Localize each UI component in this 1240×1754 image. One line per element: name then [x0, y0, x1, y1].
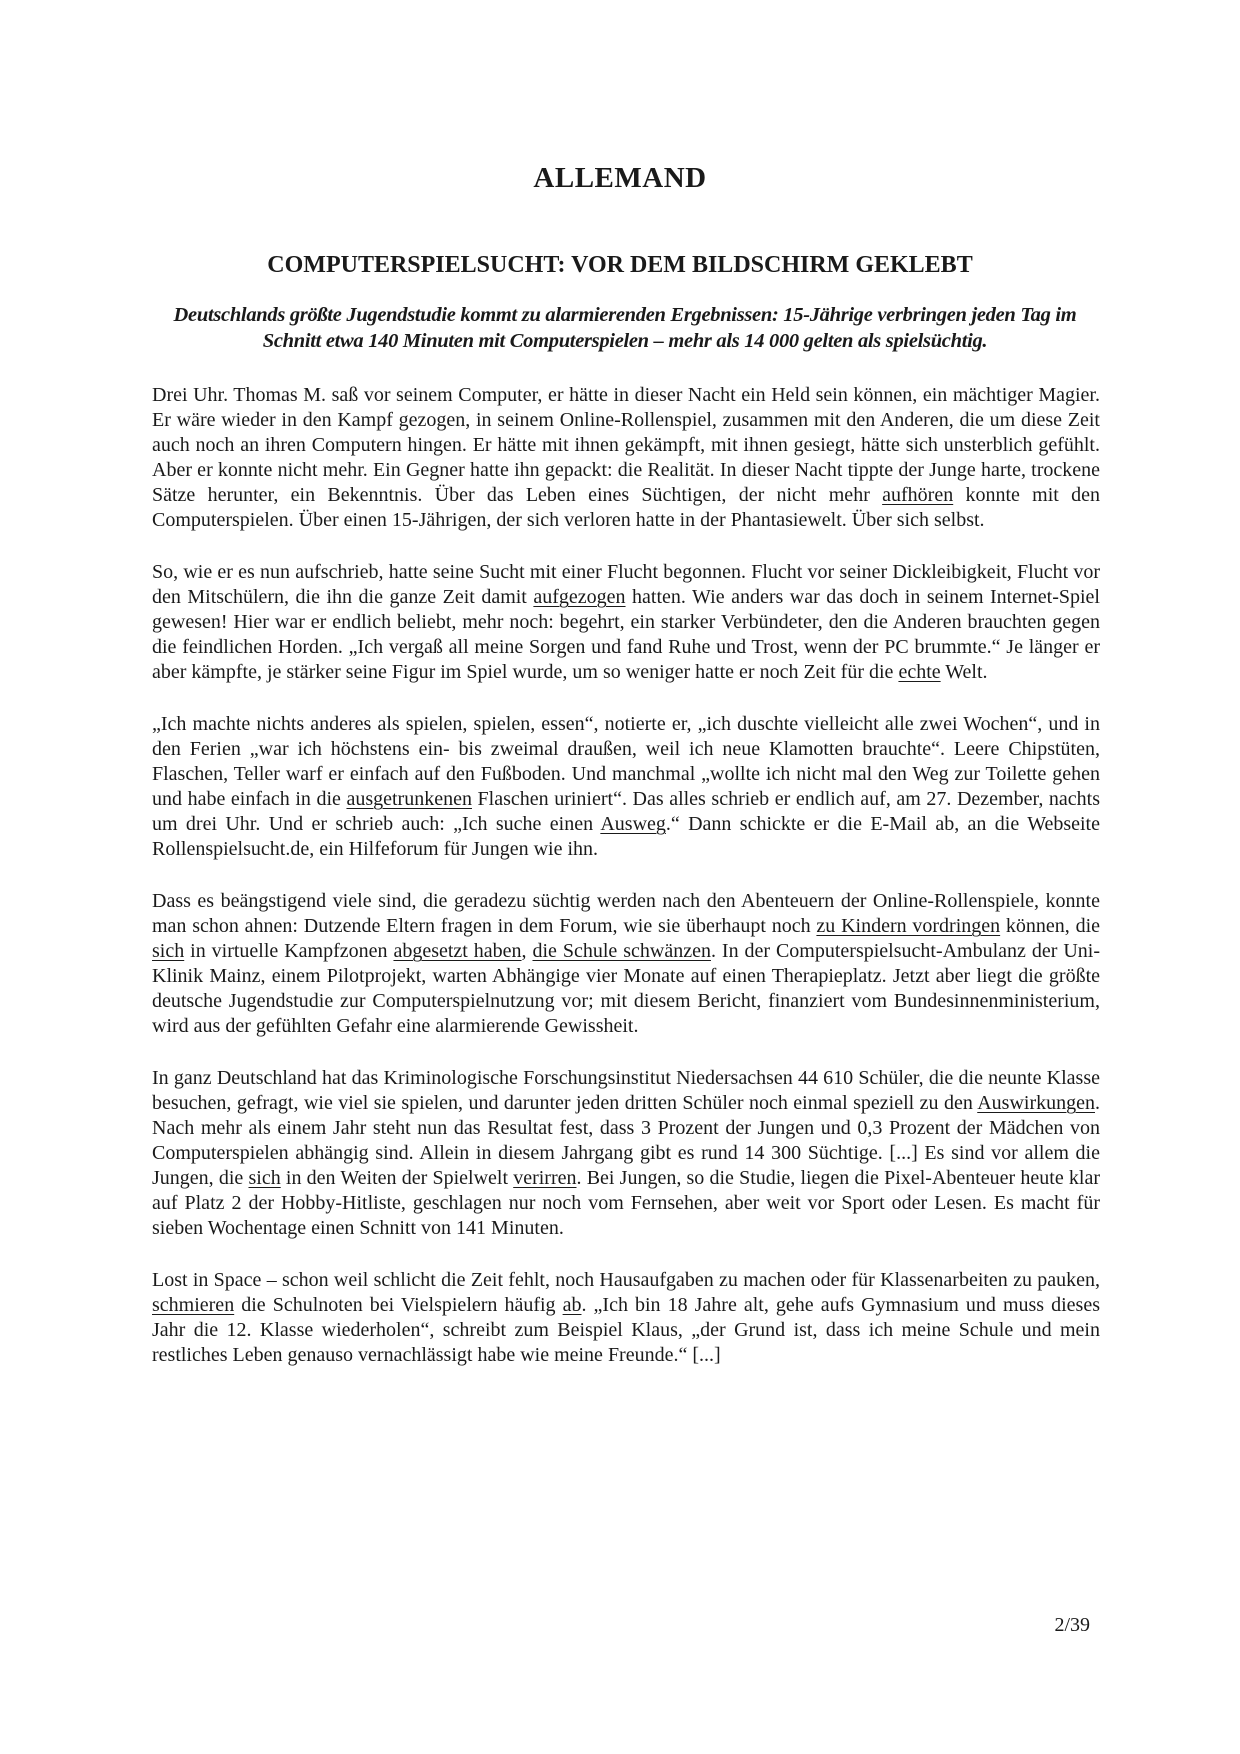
- text-span: „Ich machte nichts anderes als spielen, spielen, essen“, notierte er, „ich duschte vielleicht alle zwei Wochen“, und in den Ferien „war ich höchstens ein- bis zweimal draußen, weil ich neue Klamotten brauchte“. Leere Chipstüten, Flaschen, Teller warf er einfach auf den Fußboden. Und manchmal „wollte ich nicht mal den Weg zur Toilette gehen und habe einfach in die: [152, 713, 1100, 810]
- underlined-word: aufgezogen: [533, 586, 626, 608]
- article-body: [152, 383, 1100, 1395]
- text-span: . „Ich bin 18 Jahre alt, gehe aufs Gymnasium und muss dieses Jahr die 12. Klasse wiederholen“, schreibt zum Beispiel Klaus, „der Grund ist, dass ich meine Schule und mein restliches Leben genauso vernachlässigt habe wie meine Freunde.“ [...]: [152, 1294, 1100, 1366]
- text-span: Dass es beängstigend viele sind, die geradezu süchtig werden nach den Abenteuern der Online-Rollenspiele, konnte man schon ahnen: Dutzende Eltern fragen in dem Forum, wie sie überhaupt noch: [152, 890, 1100, 937]
- text-span: In ganz Deutschland hat das Kriminologische Forschungsinstitut Niedersachsen 44 610 Schüler, die die neunte Klasse besuchen, gefragt, wie viel sie spielen, und darunter jeden dritten Schüler noch einmal speziell zu den: [152, 1067, 1100, 1114]
- underlined-word: aufhören: [882, 484, 954, 506]
- underlined-word: ausgetrunkenen: [346, 788, 472, 810]
- text-span: Drei Uhr. Thomas M. saß vor seinem Computer, er hätte in dieser Nacht ein Held sein können, ein mächtiger Magier. Er wäre wieder in den Kampf gezogen, in seinem Online-Rollenspiel, zusammen mit den Anderen, die um diese Zeit auch noch an ihren Computern hingen. Er hätte mit ihnen gekämpft, mit ihnen gesiegt, hätte sich unsterblich gefühlt. Aber er konnte nicht mehr. Ein Gegner hatte ihn gepackt: die Realität. In dieser Nacht tippte der Junge harte, trockene Sätze herunter, ein Bekenntnis. Über das Leben eines Süchtigen, der nicht mehr: [152, 384, 1100, 506]
- text-span: Welt.: [940, 661, 988, 683]
- paragraph-5: [152, 1066, 1100, 1241]
- text-span: in virtuelle Kampfzonen: [184, 940, 394, 962]
- text-span: . Bei Jungen, so die Studie, liegen die Pixel-Abenteuer heute klar auf Platz 2 der Hobby-Hitliste, geschlagen nur noch vom Fernsehen, aber weit vor Sport oder Lesen. Es macht für sieben Wochentage einen Schnitt von 141 Minuten.: [152, 1167, 1100, 1239]
- text-span: So, wie er es nun aufschrieb, hatte seine Sucht mit einer Flucht begonnen. Flucht vor seiner Dickleibigkeit, Flucht vor den Mitschülern, die ihn die ganze Zeit damit: [152, 561, 1100, 608]
- underlined-word: Ausweg: [600, 813, 666, 835]
- text-span: . Nach mehr als einem Jahr steht nun das Resultat fest, dass 3 Prozent der Jungen und 0,3 Prozent der Mädchen von Computerspielen abhängig sind. Allein in diesem Jahrgang gibt es rund 14 300 Süchtige. [...] Es sind vor allem die Jungen, die: [152, 1092, 1100, 1189]
- underlined-word: echte: [898, 661, 941, 683]
- paragraph-3: [152, 712, 1100, 862]
- underlined-word: sich: [152, 940, 185, 962]
- underlined-word: zu Kindern vordringen: [816, 915, 1001, 937]
- text-span: können, die: [1000, 915, 1101, 937]
- underlined-word: schmieren: [152, 1294, 235, 1316]
- article-title: COMPUTERSPIELSUCHT: VOR DEM BILDSCHIRM GEKLEBT: [267, 252, 973, 278]
- page-number: 2/39: [1054, 1614, 1090, 1636]
- underlined-word: verirren: [513, 1167, 577, 1189]
- paragraph-1: [152, 383, 1100, 533]
- underlined-word: die Schule schwänzen: [532, 940, 711, 962]
- text-span: ,: [521, 940, 533, 962]
- text-span: konnte mit den Computerspielen. Über einen 15-Jährigen, der sich verloren hatte in der Phantasiewelt. Über sich selbst.: [152, 484, 1100, 531]
- paragraph-4: [152, 889, 1100, 1039]
- underlined-word: Auswirkungen: [977, 1092, 1095, 1114]
- text-span: hatten. Wie anders war das doch in seinem Internet-Spiel gewesen! Hier war er endlich beliebt, mehr noch: begehrt, ein starker Verbündeter, den die Anderen brauchten gegen die feindlichen Horden. „Ich vergaß all meine Sorgen und fand Ruhe und Trost, wenn der PC brummte.“ Je länger er aber kämpfte, je stärker seine Figur im Spiel wurde, um so weniger hatte er noch Zeit für die: [152, 586, 1100, 683]
- text-span: in den Weiten der Spielwelt: [280, 1167, 514, 1189]
- underlined-word: ab: [562, 1294, 582, 1316]
- text-span: . In der Computerspielsucht-Ambulanz der Uni-Klinik Mainz, einem Pilotprojekt, warten Abhängige vier Monate auf einen Therapieplatz. Jetzt aber liegt die größte deutsche Jugendstudie zur Computerspielnutzung vor; mit diesem Bericht, finanziert vom Bundesinnenministerium, wird aus der gefühlten Gefahr eine alarmierende Gewissheit.: [152, 940, 1100, 1037]
- text-span: .“ Dann schickte er die E-Mail ab, an die Webseite Rollenspielsucht.de, ein Hilfeforum für Jungen wie ihn.: [152, 813, 1100, 860]
- underlined-word: abgesetzt haben: [393, 940, 522, 962]
- text-span: die Schulnoten bei Vielspielern häufig: [234, 1294, 563, 1316]
- article-lead: Deutschlands größte Jugendstudie kommt zu alarmierenden Ergebnissen: 15-Jährige verbringen jeden Tag im Schnitt etwa 140 Minuten mit Computerspielen – mehr als 14 000 gelten als spielsüchtig.: [173, 304, 1077, 352]
- subject-heading: ALLEMAND: [533, 162, 707, 194]
- paragraph-2: [152, 560, 1100, 685]
- paragraph-6: [152, 1268, 1100, 1368]
- text-span: Lost in Space – schon weil schlicht die Zeit fehlt, noch Hausaufgaben zu machen oder für Klassenarbeiten zu pauken,: [152, 1269, 1100, 1291]
- text-span: Flaschen uriniert“. Das alles schrieb er endlich auf, am 27. Dezember, nachts um drei Uhr. Und er schrieb auch: „Ich suche einen: [152, 788, 1100, 835]
- underlined-word: sich: [248, 1167, 281, 1189]
